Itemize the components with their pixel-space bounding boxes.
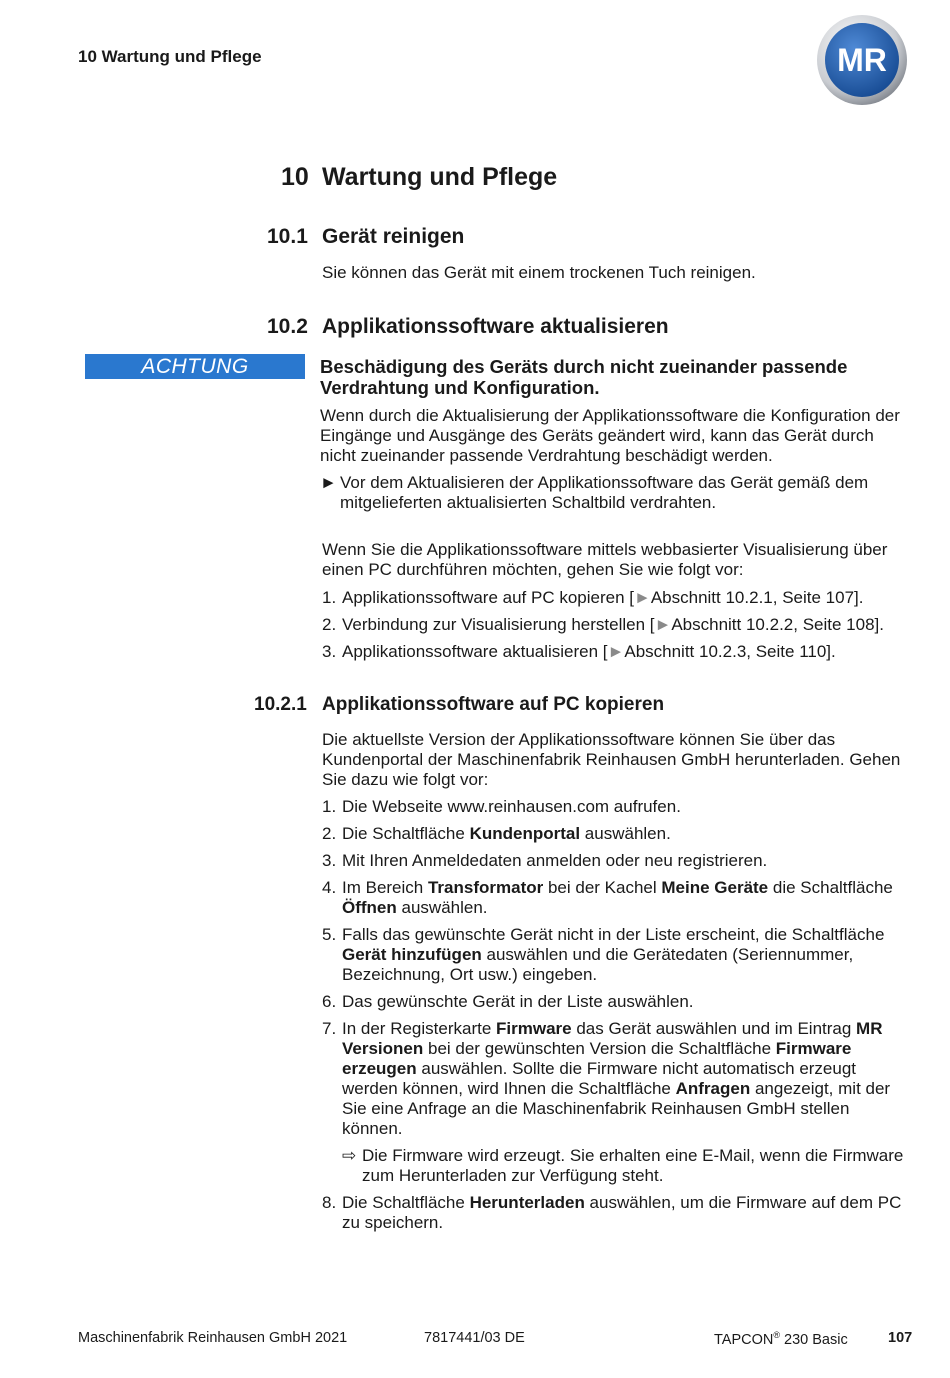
section-10-2-number: 10.2: [267, 315, 308, 338]
step-text: Mit Ihren Anmeldedaten anmelden oder neu registrieren.: [342, 851, 768, 870]
warning-label: ACHTUNG: [85, 354, 305, 379]
section-10-2-title: Applikationssoftware aktualisieren: [322, 315, 669, 338]
list-item: [322, 878, 912, 918]
step-text: auswählen, um die Firmware auf dem PC zu speichern.: [342, 1193, 902, 1232]
list-item: [322, 851, 912, 871]
step-number: 2.: [322, 615, 337, 634]
section-10-2-steps: [322, 588, 912, 669]
cross-reference-link[interactable]: Abschnitt 10.2.2, Seite 108].: [671, 615, 884, 634]
list-item: [322, 925, 912, 985]
ui-element-name: Anfragen: [675, 1079, 751, 1098]
step-number: 2.: [322, 824, 337, 843]
footer-page-number: 107: [888, 1330, 913, 1346]
step-text: auswählen. Sollte die Firmware nicht automatisch erzeugt werden können, wird Ihnen die Schaltfläche: [342, 1059, 857, 1098]
step-text: Applikationssoftware aktualisieren [: [342, 642, 608, 661]
ui-element-name: Gerät hinzufügen: [342, 945, 482, 964]
section-10-2-1-title: Applikationssoftware auf PC kopieren: [322, 694, 665, 715]
footer-product-reg: ®: [773, 1330, 780, 1340]
step-number: 4.: [322, 878, 337, 897]
section-10-2-1-number: 10.2.1: [254, 694, 307, 715]
cross-reference-link[interactable]: Abschnitt 10.2.1, Seite 107].: [650, 588, 864, 607]
section-10-1-number: 10.1: [267, 225, 308, 248]
chapter-title: Wartung und Pflege: [322, 163, 558, 191]
step-text: Die Schaltfläche: [342, 1193, 470, 1212]
cross-reference-link[interactable]: Abschnitt 10.2.3, Seite 110].: [624, 642, 836, 661]
list-item: [322, 588, 912, 608]
step-number: 7.: [322, 1019, 337, 1038]
section-10-2-1-intro: Die aktuellste Version der Applikationssoftware können Sie über das Kundenportal der Maschinenfabrik Reinhausen GmbH herunterladen. Gehen Sie dazu wie folgt vor:: [322, 730, 901, 789]
step-text: Falls das gewünschte Gerät nicht in der Liste erscheint, die Schaltfläche: [342, 925, 885, 944]
ref-arrow-icon: ►: [607, 642, 625, 661]
warning-title: Beschädigung des Geräts durch nicht zueinander passende Verdrahtung und Konfiguration.: [320, 356, 848, 398]
footer-product-name: TAPCON: [714, 1331, 774, 1348]
warning-body: Wenn durch die Aktualisierung der Applikationssoftware die Konfiguration der Eingänge und Ausgänge des Geräts geändert wird, kann das Gerät durch nicht zueinander passende Verdrahtung beschädigt werden.: [320, 406, 900, 465]
step-text: bei der gewünschten Version die Schaltfläche: [423, 1039, 776, 1058]
step-text: In der Registerkarte: [342, 1019, 497, 1038]
section-10-1-text: Sie können das Gerät mit einem trockenen Tuch reinigen.: [322, 263, 756, 282]
warning-action-text: Vor dem Aktualisieren der Applikationssoftware das Gerät gemäß dem mitgelieferten aktualisierten Schaltbild verdrahten.: [340, 473, 869, 512]
step-number: 6.: [322, 992, 337, 1011]
result-arrow-icon: ⇨: [342, 1146, 357, 1165]
mr-logo: [816, 14, 908, 106]
running-header: 10 Wartung und Pflege: [78, 47, 262, 66]
section-10-1-title: Gerät reinigen: [322, 225, 465, 248]
step-text: auswählen und die Gerätedaten (Seriennummer, Bezeichnung, Ort usw.) eingeben.: [342, 945, 854, 984]
step-number: 1.: [322, 797, 337, 816]
step-text: auswählen.: [396, 898, 488, 917]
ref-arrow-icon: ►: [654, 615, 672, 634]
step-text: Im Bereich: [342, 878, 428, 897]
step-text: angezeigt, mit der Sie eine Anfrage an die Maschinenfabrik Reinhausen GmbH stellen können.: [342, 1079, 891, 1138]
ui-element-name: Öffnen: [342, 898, 397, 917]
chapter-number: 10: [281, 163, 309, 191]
footer-company: Maschinenfabrik Reinhausen GmbH 2021: [78, 1330, 348, 1346]
step-text: Die Webseite www.reinhausen.com aufrufen.: [342, 797, 681, 816]
svg-text:MR: MR: [837, 42, 887, 78]
step-number: 3.: [322, 851, 337, 870]
step-result-text: Die Firmware wird erzeugt. Sie erhalten eine E-Mail, wenn die Firmware zum Herunterladen zur Verfügung steht.: [362, 1146, 904, 1185]
step-text: Verbindung zur Visualisierung herstellen [: [342, 615, 655, 634]
footer-doc-number: 7817441/03 DE: [424, 1330, 525, 1346]
action-arrow-icon: ►: [320, 473, 337, 492]
ui-element-name: MR Versionen: [342, 1019, 883, 1058]
step-number: 3.: [322, 642, 337, 661]
ui-element-name: Kundenportal: [469, 824, 581, 843]
step-text: Applikationssoftware auf PC kopieren [: [342, 588, 634, 607]
list-item: [322, 642, 912, 662]
step-result: [342, 1146, 912, 1186]
list-item: [322, 824, 912, 844]
step-text: Die Schaltfläche: [342, 824, 470, 843]
ui-element-name: Transformator: [427, 878, 544, 897]
footer-product-model: 230 Basic: [780, 1331, 848, 1348]
step-text: auswählen.: [580, 824, 671, 843]
mr-logo-icon: [816, 14, 908, 106]
step-text: Das gewünschte Gerät in der Liste auswählen.: [342, 992, 694, 1011]
warning-action: [320, 473, 912, 513]
list-item: [322, 615, 912, 635]
ui-element-name: Herunterladen: [469, 1193, 585, 1212]
section-10-2-1-steps: [322, 797, 912, 1240]
ui-element-name: Firmware erzeugen: [342, 1039, 852, 1078]
ui-element-name: Meine Geräte: [661, 878, 769, 897]
step-number: 5.: [322, 925, 337, 944]
list-item: [322, 1019, 912, 1186]
step-text: die Schaltfläche: [768, 878, 893, 897]
ui-element-name: Firmware: [496, 1019, 572, 1038]
list-item: [322, 1193, 912, 1233]
step-number: 8.: [322, 1193, 337, 1212]
list-item: [322, 992, 912, 1012]
step-number: 1.: [322, 588, 337, 607]
section-10-2-intro: Wenn Sie die Applikationssoftware mittels webbasierter Visualisierung über einen PC durchführen möchten, gehen Sie wie folgt vor:: [322, 540, 888, 579]
list-item: [322, 797, 912, 817]
step-text: das Gerät auswählen und im Eintrag: [571, 1019, 857, 1038]
footer-product: [714, 1330, 848, 1348]
ref-arrow-icon: ►: [634, 588, 651, 607]
step-text: bei der Kachel: [543, 878, 662, 897]
